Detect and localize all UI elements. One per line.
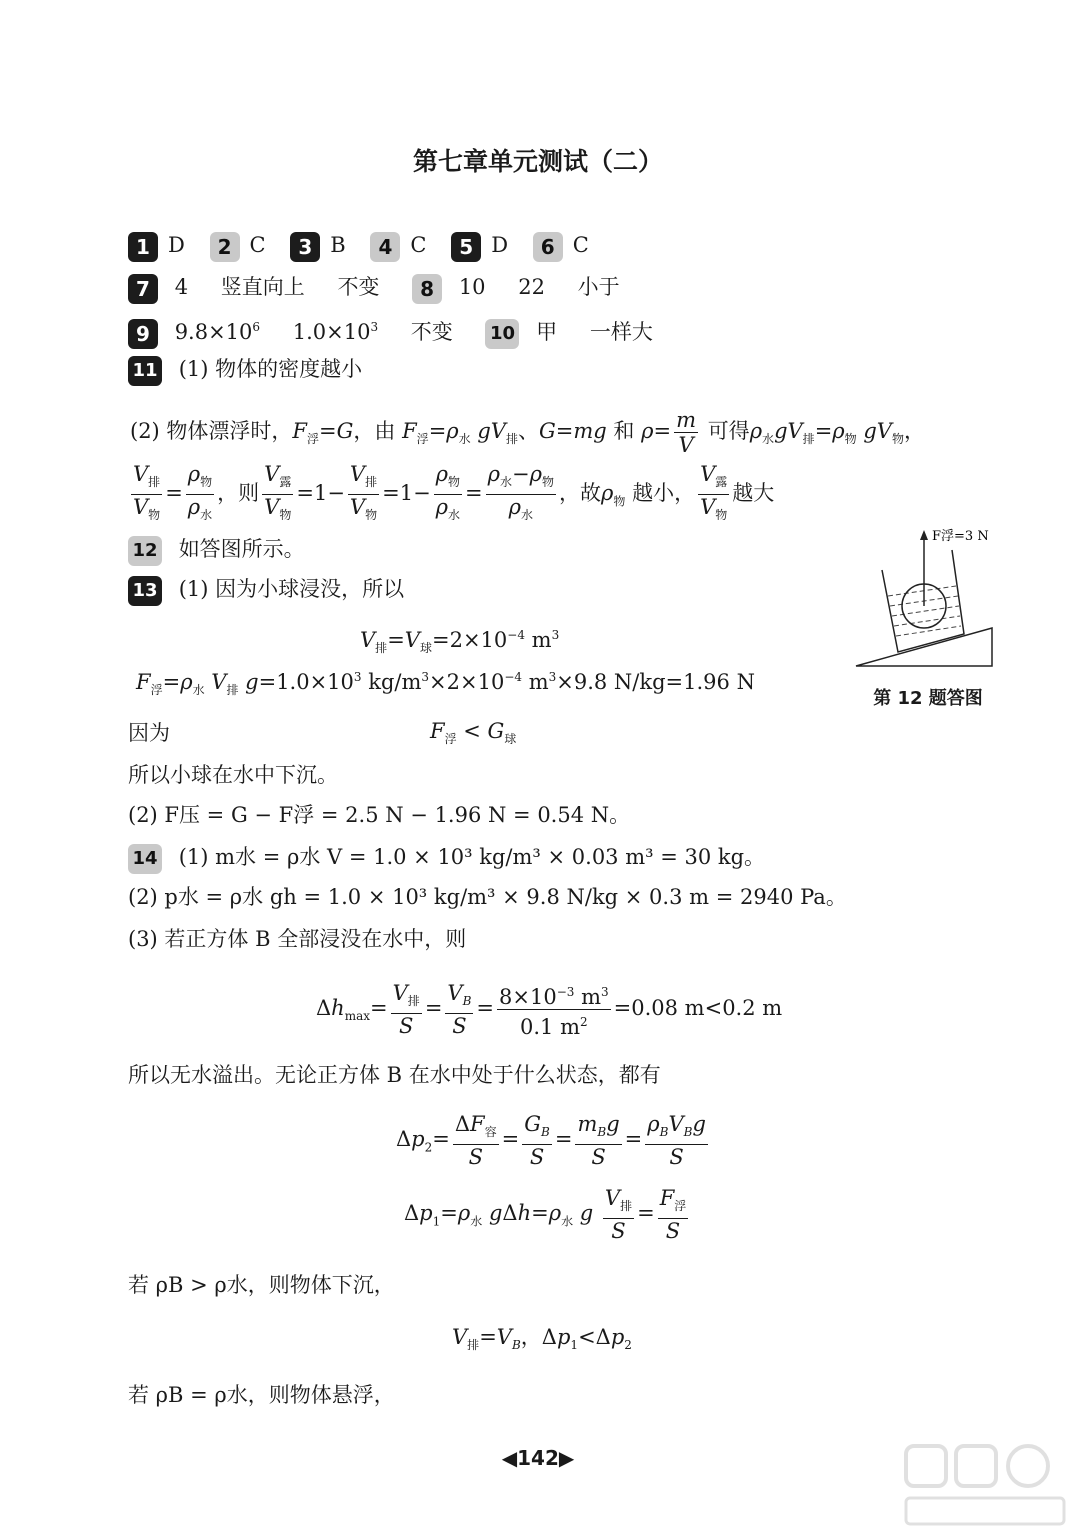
answer-text: (1) m水 = ρ水 V = 1.0 × 10³ kg/m³ × 0.03 m³ = 30 kg。 [178,845,766,869]
q13-because [128,718,170,748]
answers-1-6 [128,230,589,262]
answer: C [572,233,589,257]
text: 越小， [632,481,696,506]
incline-shape [856,628,992,666]
question-number: 11 [128,356,162,386]
arrow-head [920,530,928,540]
text: 因为 [128,721,170,745]
q12 [128,534,305,566]
answer-text: 如答图所示。 [178,537,305,561]
fraction: $\frac{m}{V}$ [676,408,696,457]
q13-part2: (2) F压 = G − F浮 = 2.5 N − 1.96 N = 0.54 N。 [128,803,631,827]
q13-eq2: $F_浮=\rho_水$ $V_排$ $g=1.0\times 10^3$ $kg/m^3\times 2\times 10^{-4}$ $m^3\times 9.8$ N/kg=1.96 N [136,670,755,698]
answer: 一样大 [589,320,653,344]
q14-no-overflow: 所以无水溢出。无论正方体 B 在水中处于什么状态，都有 [128,1063,661,1087]
q14-part3: (3) 若正方体 B 全部浸没在水中，则 [128,927,467,951]
page-number-text: 142 [517,1446,559,1470]
watermark-logo-icon [900,1440,1070,1530]
q14-part2: (2) p水 = ρ水 gh = 1.0 × 10³ kg/m³ × 9.8 N/kg × 0.3 m = 2940 Pa。 [128,885,847,909]
answer: $1.0\times 10^3$ [292,320,379,344]
q13-eq3: $F_浮 < G_球$ [430,719,517,747]
question-number: 7 [128,274,158,304]
question-number: 14 [128,844,162,874]
answers-9-10 [128,312,653,349]
answer: C [249,233,266,257]
answer: 竖直向上 [220,275,305,299]
force-label: F浮=3 N [932,529,989,544]
q11-part2: (2) 物体漂浮时，$F_浮=G$，由 $F_浮=\rho_水$ $gV_排$、G=mg 和 ρ= $\frac{m}{V}$ 可得$\rho_水gV_排=\rho_物$ $gV_物$， [130,408,925,457]
q14-eq2: $\Delta p_2=$ $\frac{\Delta F_容}{S}$ = $\frac{G_B}{S}$ = $\frac{m_Bg}{S}$ = $\frac{\rho_BV_Bg}{S}$ [396,1112,706,1170]
answers-7-8 [128,272,620,304]
answer-text: (1) 物体的密度越小 [178,357,363,381]
q12-answer-figure [852,520,1002,680]
left-triangle-icon: ◀ [501,1446,518,1470]
text: 和 [613,419,635,443]
q11-part1 [128,354,362,386]
question-number: 1 [128,232,158,262]
answer: $9.8\times 10^6$ [174,320,261,344]
question-number: 13 [128,576,162,606]
question-number: 8 [412,274,442,304]
q11-part3: $\frac{V_排}{V_物}$ = $\frac{\rho_物}{\rho_水}$ ，则 $\frac{V_露}{V_物}$ =1− $\frac{V_排}{V_物}$ =1− $\frac{\rho_物}{\rho_水}$ = $\frac{\rho_水-\rho_物}{\rho_水}$ ，故$\rho_物$ 越小， $\frac{V_露}{V_物}$ 越大 [133,462,775,523]
answer: C [410,233,427,257]
question-number: 12 [128,536,162,566]
question-number: 2 [210,232,240,262]
figure-caption: 第 12 题答图 [873,688,983,709]
q14-if-sink: 若 ρB > ρ水，则物体下沉， [128,1273,395,1297]
q14-part1 [128,842,765,874]
answer-text: (1) 因为小球浸没，所以 [178,577,405,601]
answer: 小于 [577,275,620,299]
answer: D [491,233,509,257]
text: ，由 [353,419,396,443]
right-triangle-icon: ▶ [558,1446,575,1470]
answer: 4 [174,275,189,299]
answer: D [168,233,185,257]
answer: 10 [458,275,486,299]
answer: B [330,233,346,257]
answer: 不变 [337,275,380,299]
text: 越大 [732,481,775,506]
q14-eq3: $\Delta p_1=\rho_水$ $g\Delta h=\rho_水$ g $\frac{V_排}{S}$ = $\frac{F_浮}{S}$ [404,1186,687,1244]
answer: 甲 [536,320,558,344]
question-number: 9 [128,319,158,349]
q13-sink: 所以小球在水中下沉。 [128,763,338,787]
text: ，则 [217,481,260,506]
q14-eq4: $V_排=V_B$，$\Delta p_1<\Delta p_2$ [452,1325,632,1353]
q13-eq1: $V_排=V_球=2\times 10^{-4}$ $m^3$ [360,628,560,656]
page-title: 第七章单元测试（二） [412,147,663,176]
question-number: 6 [533,232,563,262]
question-number: 3 [290,232,320,262]
answer: 22 [518,275,545,299]
q14-eq1: $\Delta h_{max}=$ $\frac{V_排}{S}$ = $\frac{V_B}{S}$ = $\frac{8\times 10^{-3} m^3}{0.1 m^2}$ =0.08 m<0.2 m [316,980,783,1039]
text: 可得 [707,419,750,443]
text: (2) 物体漂浮时， [130,419,293,443]
q13-part1 [128,574,404,606]
q14-if-suspend: 若 ρB = ρ水，则物体悬浮， [128,1383,395,1407]
question-number: 5 [451,232,481,262]
answer: 不变 [410,320,453,344]
text: ，故 [559,481,602,506]
question-number: 4 [370,232,400,262]
question-number: 10 [485,319,519,349]
